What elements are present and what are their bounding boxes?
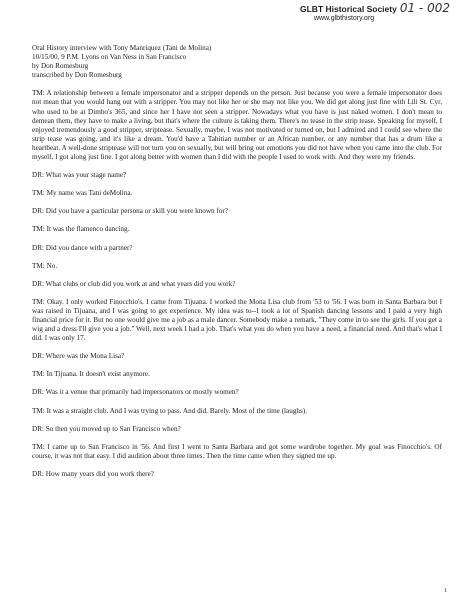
org-name: GLBT Historical Society	[300, 4, 397, 14]
interviewer: by Don Romesburg	[32, 62, 89, 71]
transcript-paragraph: DR: What clubs or club did you work at and what years did you work?	[32, 279, 236, 288]
transcript-paragraph: DR: Did you dance with a partner?	[32, 243, 133, 252]
transcript-paragraph: DR: So then you moved up to San Francisco when?	[32, 424, 181, 433]
transcript-paragraph: DR: Did you have a particular persona or skill you were known for?	[32, 207, 229, 216]
handwritten-id: 01 - 002	[399, 1, 450, 15]
interview-datetime-location: 10/15/00, 9 P.M. Lyons on Van Ness in San Francisco	[32, 53, 187, 62]
org-url: www.glbthistory.org	[314, 15, 375, 22]
transcript-paragraph: TM: My name was Tani deMolina.	[32, 189, 133, 198]
transcript-body	[32, 44, 442, 479]
transcript-paragraph: TM: I came up to San Francisco in '56. And first I went to Santa Barbara and got some wardrobe together. My goal was Finocchio's. Of course, it was not that easy. I did audition about three times. Then the time came when they signed me up.	[32, 442, 442, 460]
page-number: 1	[444, 588, 447, 594]
archive-header	[300, 3, 455, 23]
transcript-paragraph: TM: A relationship between a female impersonator and a stripper depends on the person. Just because you were a female impersonator does not mean that you would hang out with a stripper. You may not like her or she may not like you. We did get along just fine with Lili St. Cyr, who used to be at Dimbo's 365, and since her I have not seen a stripper. Nowadays what you have is just naked women. I don't mean to demean them, they have to make a living, but that's where the culture is taking them. There's no tease in the strip tease. Speaking for myself, I enjoyed tremendously a good stripper, striptease. Sexually, maybe, I was not motivated or turned on, but I admired and I could see where the strip tease was going, and it's like a dream. You'd have a Tahitian number or an African number, or any number that has a drum like a heartbeat. A well-done striptease will not turn you on sexually, but will bring out emotions you did not have when you came into the club. For myself, I got along just fine. I got along better with women than I did with the people I used to work with. And they were my friends.	[32, 89, 442, 162]
interview-title: Oral History interview with Tony Manriquez (Tani de Molina)	[32, 44, 212, 52]
transcript-paragraph: TM: It was a straight club. And I was trying to pass. And did. Barely. Most of the time (laughs).	[32, 406, 308, 415]
transcript-paragraph: TM: It was the flamenco dancing.	[32, 225, 130, 234]
transcriber: transcribed by Don Romesburg	[32, 71, 122, 80]
transcript-paragraph: TM: Okay. I only worked Finocchio's. I came from Tijuana. I worked the Mona Lisa club from '53 to '56. I was born in Santa Barbara but I was raised in Tijuana, and I was going to get experience. My idea was to--I took a lot of Spanish dancing lessons and I paid a very high financial price for it. But no one would give me a job as a male dancer. Somebody make a remark, "They come in to see the girls. If you get a wig and a dress I'll give you a job." Well, next week I had a job. That's what you do when you have a need, a financial need. And that's what I did. I was only 17.	[32, 297, 442, 343]
transcript-paragraph: DR: How many years did you work there?	[32, 469, 154, 478]
transcript-paragraph: TM: In Tijuana. It doesn't exist anymore.	[32, 370, 150, 379]
transcript-paragraph: DR: Where was the Mona Lisa?	[32, 352, 125, 361]
transcript-paragraph: DR: What was your stage name?	[32, 171, 127, 180]
interview-meta	[32, 44, 442, 80]
transcript-paragraph: DR: Was it a venue that primarily had impersonators or mostly women?	[32, 388, 239, 397]
transcript-paragraph: TM: No.	[32, 261, 58, 270]
header-org-line	[300, 3, 455, 14]
